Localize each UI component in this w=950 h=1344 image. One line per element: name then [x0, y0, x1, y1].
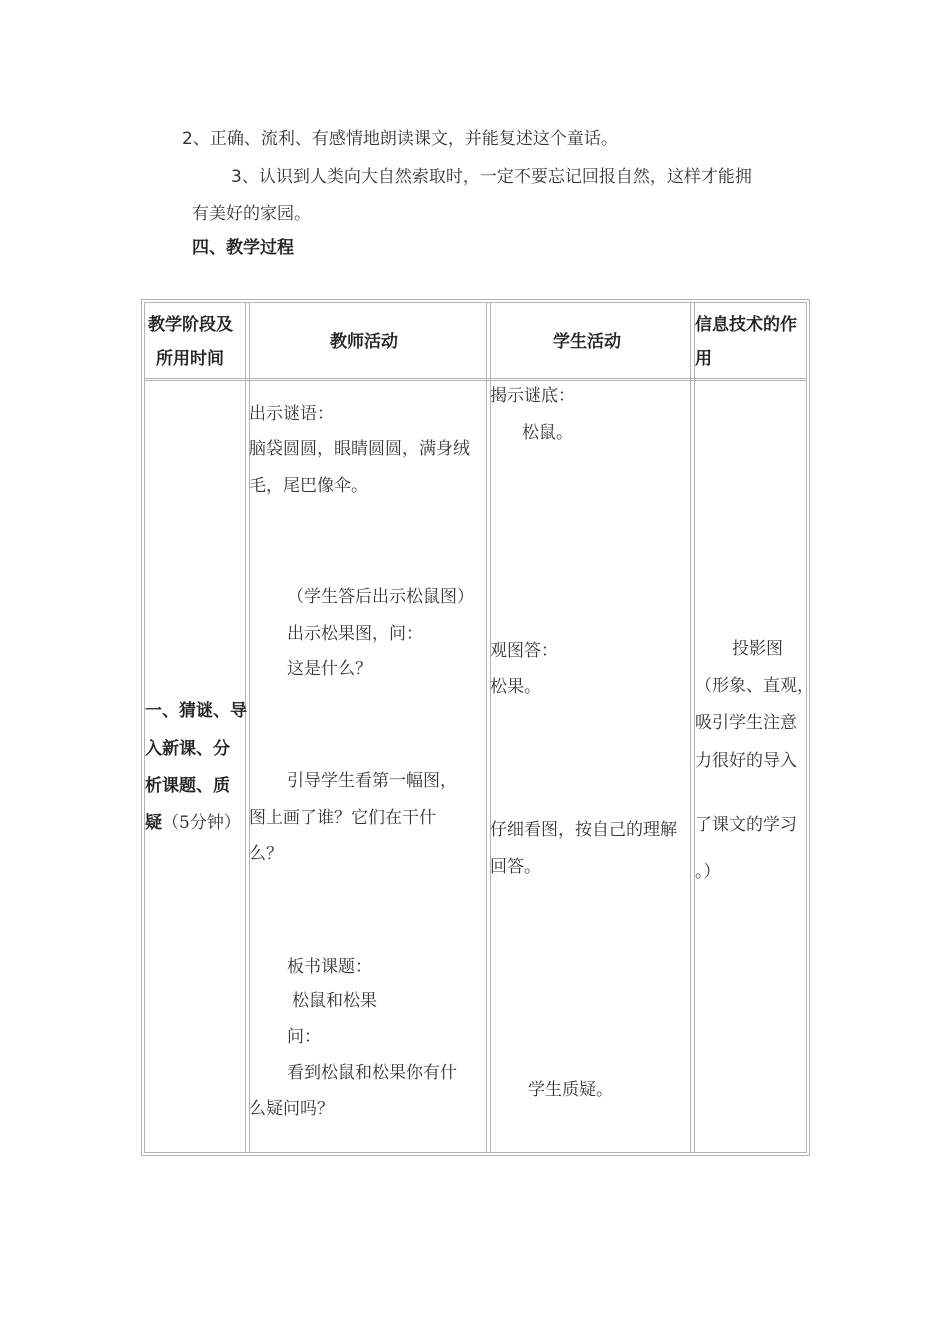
header-it-role-line2: 用: [695, 349, 712, 369]
header-student-activity: 学生活动: [553, 332, 621, 352]
stage-line4: [145, 808, 241, 833]
student-observe-label: 观图答：: [490, 641, 558, 661]
objective-3-continued: 有美好的家园。: [192, 204, 311, 224]
it-line2: （形象、直观，: [695, 676, 814, 696]
it-line1: 投影图: [732, 639, 783, 659]
it-line3: 吸引学生注意: [695, 713, 797, 733]
teacher-board-label: 板书课题：: [287, 957, 372, 977]
teacher-guide-line1: 引导学生看第一幅图，: [287, 771, 457, 791]
stage-line3: 析课题、质: [145, 776, 230, 796]
objective-3-text: 、认识到人类向大自然索取时，一定不要忘记回报自然，这样才能拥: [241, 167, 752, 187]
teacher-guide-line3: 么？: [249, 844, 283, 864]
stage-duration: （5分钟）: [162, 813, 241, 833]
teacher-riddle-line1: 脑袋圆圆，眼睛圆圆，满身绒: [249, 439, 470, 459]
teacher-show-pinecone: 出示松果图，问：: [287, 624, 423, 644]
objective-2-text: 、正确、流利、有感情地朗读课文，并能复述这个童话。: [192, 129, 618, 149]
teacher-guide-line2: 图上画了谁？它们在干什: [249, 808, 436, 828]
student-question: 学生质疑。: [528, 1080, 613, 1100]
teacher-riddle-line2: 毛，尾巴像伞。: [249, 476, 368, 496]
objective-2: [182, 124, 618, 149]
teacher-question-line1: 看到松鼠和松果你有什: [287, 1063, 457, 1083]
stage-line4-start: 疑: [145, 813, 162, 833]
header-stage-line2: 所用时间: [156, 349, 224, 369]
student-look-line1: 仔细看图，按自己的理解: [490, 820, 677, 840]
it-line5: 了课文的学习: [695, 815, 797, 835]
teacher-riddle-label: 出示谜语：: [249, 404, 334, 424]
student-observe-answer: 松果。: [490, 677, 541, 697]
student-reveal-answer: 松鼠。: [522, 423, 573, 443]
stage-line1: 一、猜谜、导: [145, 701, 247, 721]
student-look-line2: 回答。: [490, 857, 541, 877]
header-teacher-activity: 教师活动: [330, 332, 398, 352]
stage-line2: 入新课、分: [145, 739, 230, 759]
header-row-divider: [144, 378, 807, 381]
student-reveal-label: 揭示谜底：: [490, 386, 575, 406]
column-divider-2: [486, 302, 491, 1153]
header-stage-line1: 教学阶段及: [148, 315, 233, 335]
it-line4: 力很好的导入: [695, 751, 797, 771]
teacher-ask: 问：: [287, 1027, 321, 1047]
teacher-question-line2: 么疑问吗？: [249, 1099, 334, 1119]
it-line6: 。）: [695, 862, 721, 882]
objective-3-number: 3: [231, 167, 242, 187]
teacher-what-is-this: 这是什么？: [287, 659, 372, 679]
teacher-board-title: 松鼠和松果: [292, 991, 377, 1011]
teacher-after-answer: （学生答后出示松鼠图）: [287, 587, 474, 607]
header-it-role-line1: 信息技术的作: [695, 315, 797, 335]
objective-3: [231, 162, 752, 187]
objective-2-number: 2: [182, 129, 193, 149]
section-heading: 四、教学过程: [192, 238, 294, 258]
